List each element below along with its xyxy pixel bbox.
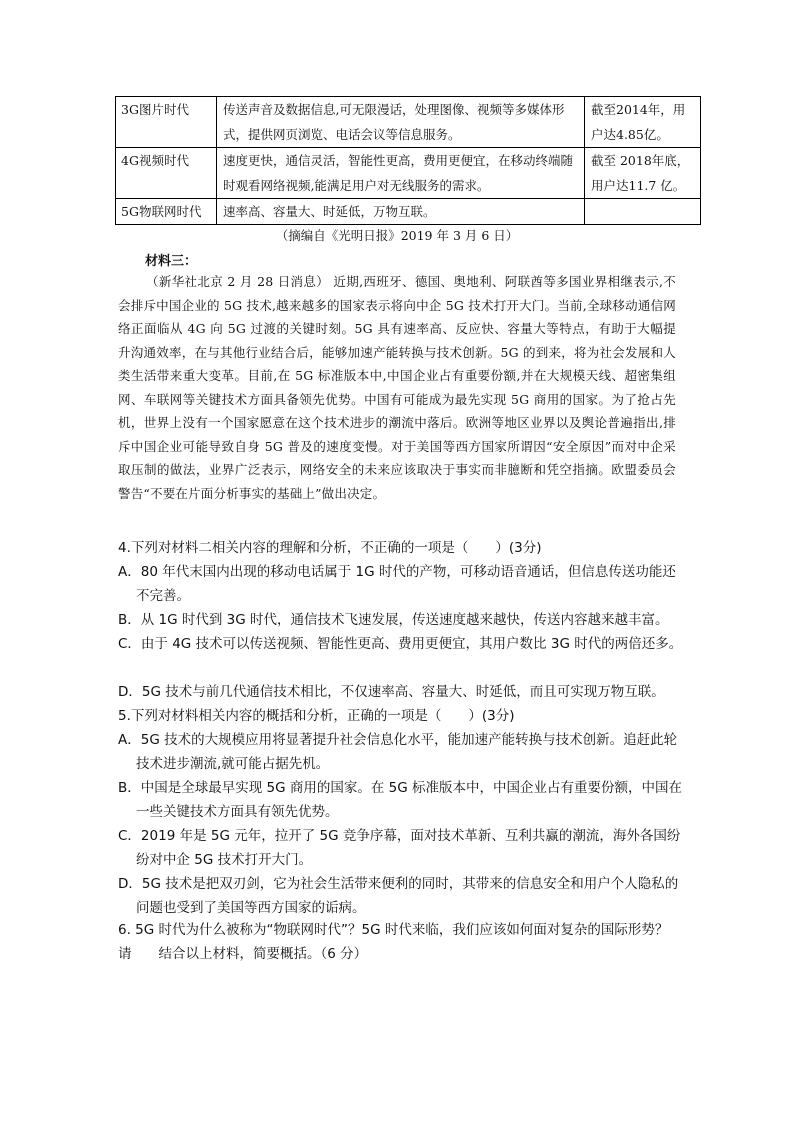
question-6-line-2: 请 结合以上材料，简要概括。（6 分） — [118, 946, 368, 962]
material3-paragraph: （新华社北京 2 月 28 日消息） 近期,西班牙、德国、奥地利、阿联酋等多国业界相继表示,不会排斥中国企业的 5G 技术,越来越多的国家表示将向中企 5G 技术打开大门。当前,全球移动通信网络正面临从 4G 向 5G 过渡的关键时刻。5G 具有速率高、反应快、容量大等特点，有助于大幅提升沟通效率，在与其他行业结合后，能够加速产能转换与技术创新。5G 的到来，将为社会发展和人类生活带来重大变革。目前,在 5G 标准版本中,中国企业占有重要份额,并在大规模天线、超密集组网、车联网等关键技术方面具备领先优势。中国有可能成为最先实现 5G 商用的国家。为了抢占先机，世界上没有一个国家愿意在这个技术进步的潮流中落后。欧洲等地区业界以及舆论普遍指出,排斥中国企业可能导致自身 5G 普及的速度变慢。对于美国等西方国家所谓因“安全原因”而对中企采取压制的做法，业界广泛表示，网络安全的未来应该取决于事实而非臆断和凭空指摘。欧盟委员会警告“不要在片面分析事实的基础上”做出决定。 — [118, 274, 676, 501]
question-6-line-1: 6. 5G 时代为什么被称为“物联网时代”？5G 时代来临，我们应该如何面对复杂的国际形势？ — [118, 922, 669, 938]
table-row — [116, 199, 701, 225]
era-cell: 4G视频时代 — [116, 148, 217, 199]
desc-cell: 传送声音及数据信息,可无限漫话，处理图像、视频等多媒体形式，提供网页浏览、电话会议等信息服务。 — [217, 97, 585, 148]
question-5-stem: 5.下列对材料相关内容的概括和分析，正确的一项是（ ）(3分) — [118, 708, 515, 724]
question-4-stem: 4.下列对材料二相关内容的理解和分析，不正确的一项是（ ）(3分) — [118, 540, 542, 556]
question-5-option-a: A．5G 技术的大规模应用将显著提升社会信息化水平，能加速产能转换与技术创新。追赶此轮技术进步潮流,就可能占据先机。 — [118, 732, 678, 772]
era-cell: 5G物联网时代 — [116, 199, 217, 225]
users-cell: 截至2014年，用户达4.85亿。 — [585, 97, 701, 148]
era-cell: 3G图片时代 — [116, 97, 217, 148]
table-row — [116, 148, 701, 199]
question-5-option-c: C．2019 年是 5G 元年，拉开了 5G 竞争序幕，面对技术革新、互利共赢的潮流，海外各国纷纷对中企 5G 技术打开大门。 — [118, 828, 681, 868]
question-4-option-b: B．从 1G 时代到 3G 时代，通信技术飞速发展，传送速度越来越快，传送内容越来越丰富。 — [118, 612, 669, 628]
material3-title: 材料三： — [145, 254, 198, 269]
question-4-option-d: D．5G 技术与前几代通信技术相比，不仅速率高、容量大、时延低，而且可实现万物互联。 — [118, 684, 665, 700]
comm-era-table — [115, 96, 701, 225]
desc-cell: 速率高、容量大、时延低，万物互联。 — [217, 199, 585, 225]
users-cell — [585, 199, 701, 225]
source-citation: （摘编自《光明日报》2019 年 3 月 6 日） — [275, 228, 519, 243]
desc-cell: 速度更快，通信灵活，智能性更高，费用更便宜，在移动终端随时观看网络视频,能满足用户对无线服务的需求。 — [217, 148, 585, 199]
users-cell: 截至 2018年底，用户达11.7 亿。 — [585, 148, 701, 199]
question-4-option-c: C．由于 4G 技术可以传送视频、智能性更高、费用更便宜，其用户数比 3G 时代的两倍还多。 — [118, 636, 683, 652]
question-4-option-a: A．80 年代末国内出现的移动电话属于 1G 时代的产物，可移动语音通话，但信息传送功能还不完善。 — [118, 564, 676, 604]
question-5-option-d: D．5G 技术是把双刃剑，它为社会生活带来便利的同时，其带来的信息安全和用户个人隐私的问题也受到了美国等西方国家的诟病。 — [118, 876, 679, 916]
question-5-option-b: B．中国是全球最早实现 5G 商用的国家。在 5G 标准版本中，中国企业占有重要份额，中国在一些关键技术方面具有领先优势。 — [118, 780, 683, 820]
table-row — [116, 97, 701, 148]
